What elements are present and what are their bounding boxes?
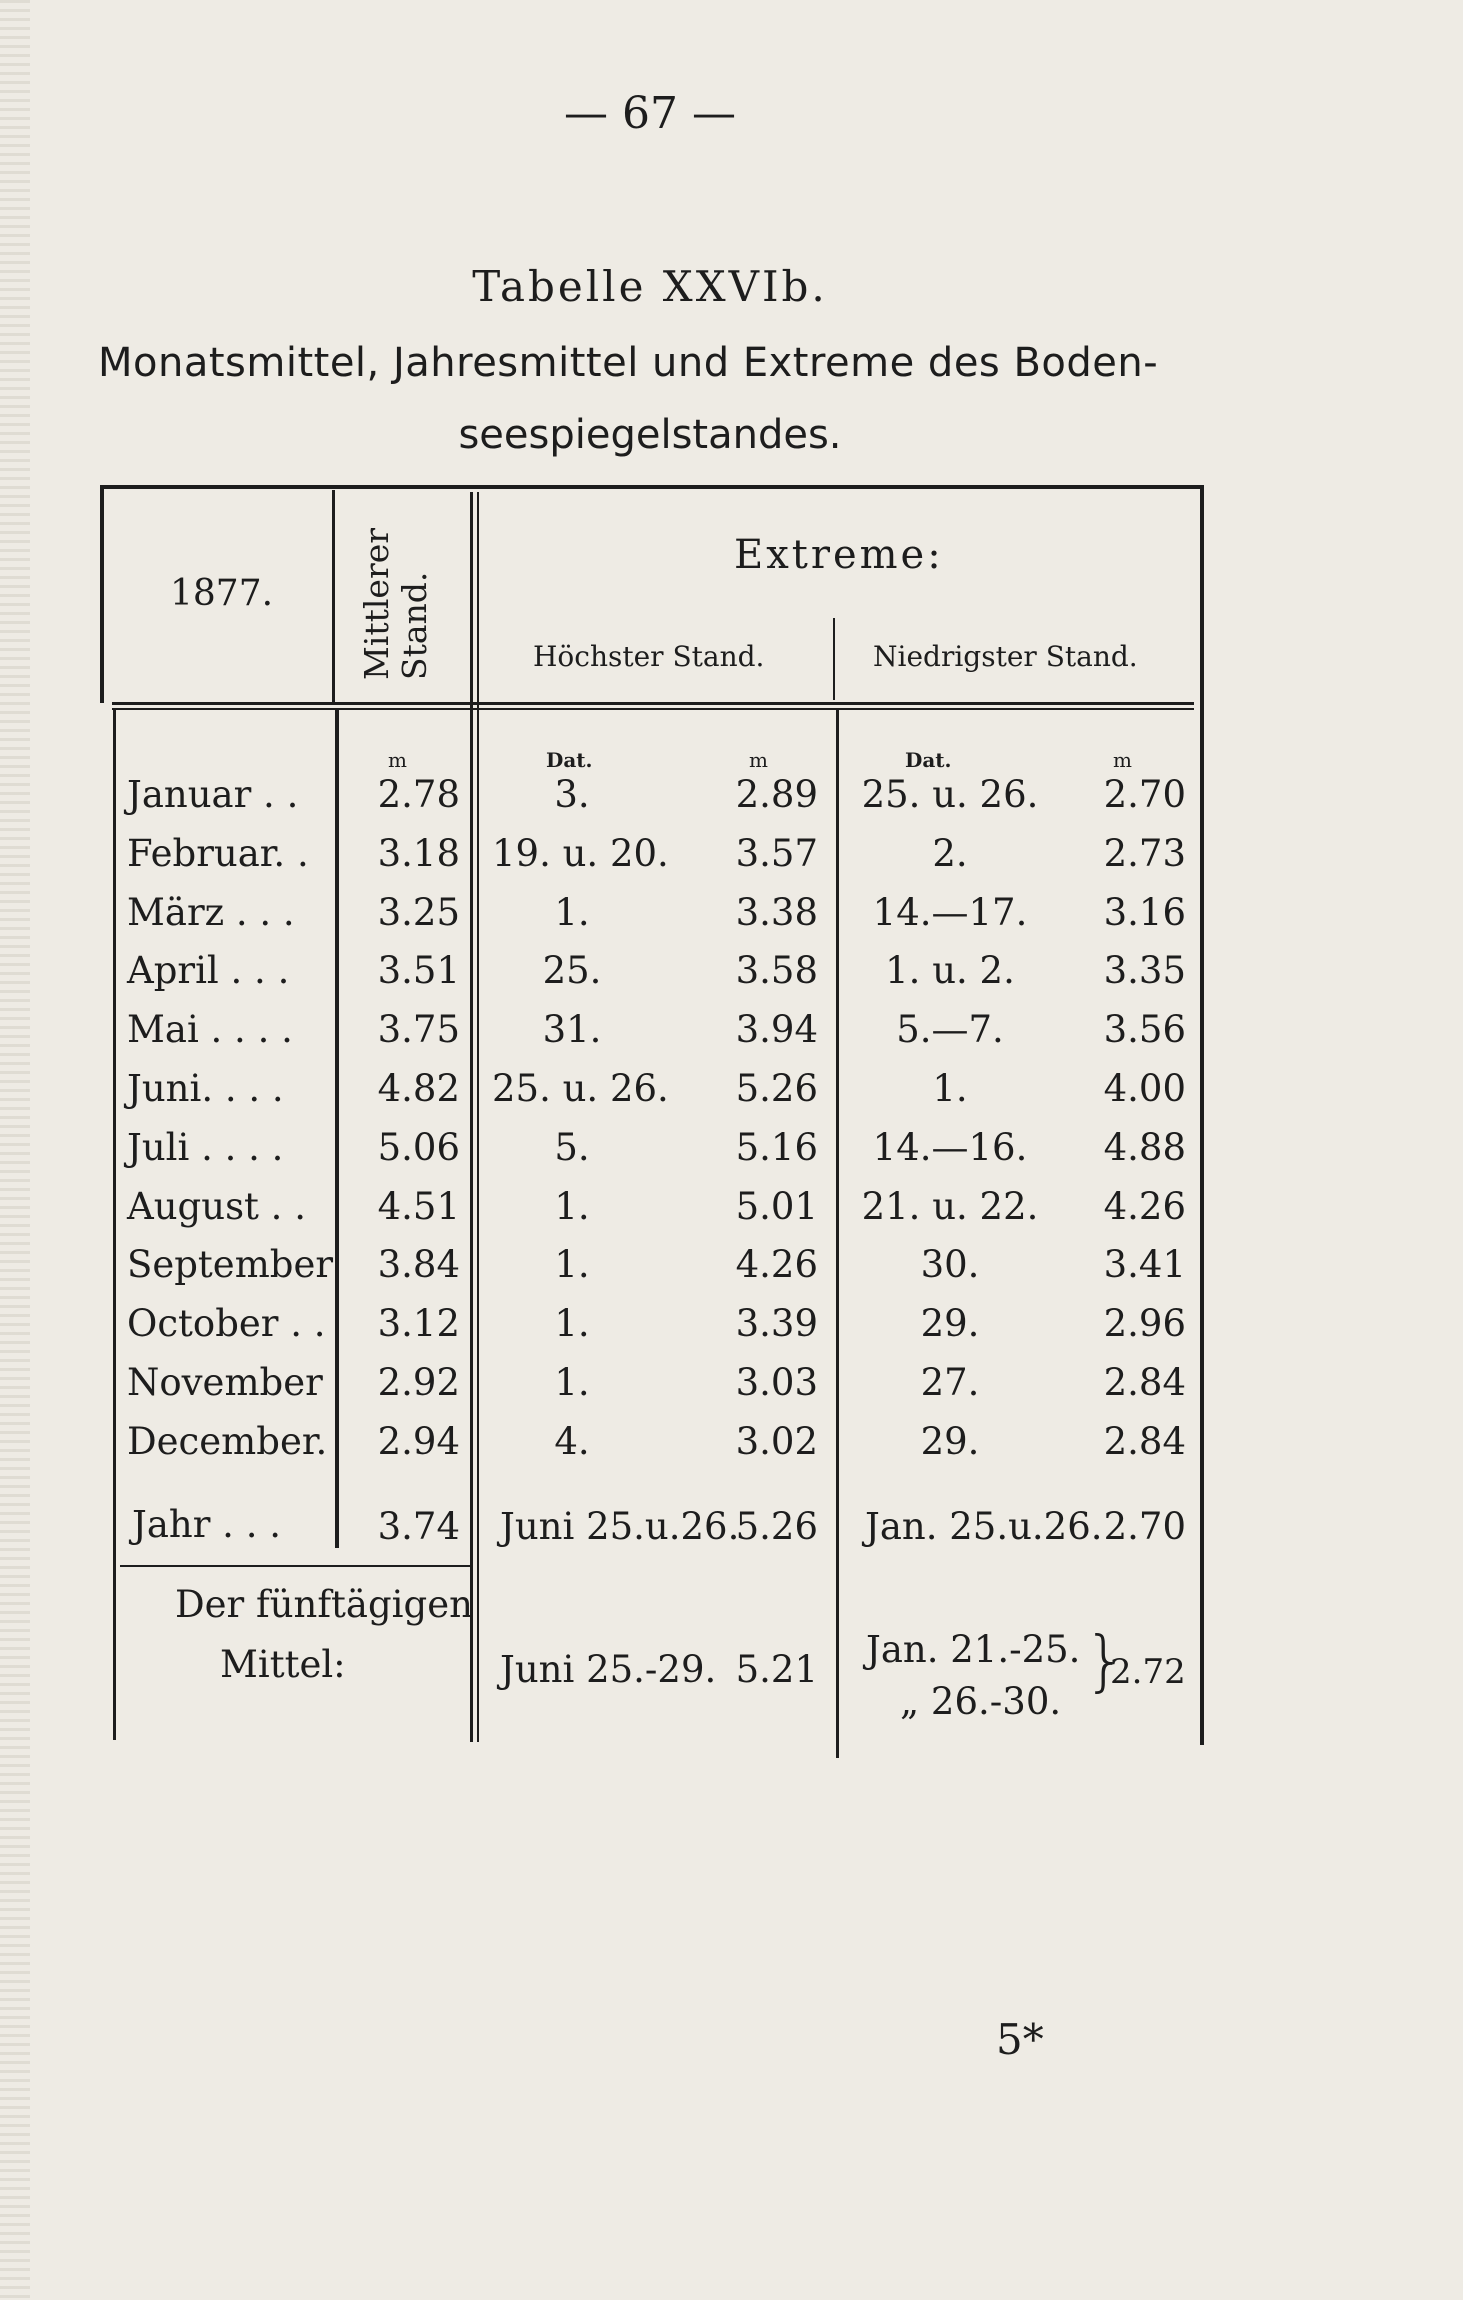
cell-lo-val: 3.35 (1103, 949, 1186, 993)
cell-month: October . . (127, 1302, 326, 1346)
cell-month: Juli . . . . (127, 1125, 284, 1169)
cell-mean: 5.06 (377, 1125, 460, 1169)
cell-mean: 3.51 (377, 949, 460, 993)
cell-lo-val: 4.88 (1103, 1125, 1186, 1169)
cell-hi-date: 25. (542, 949, 602, 993)
cell-mean: 3.75 (377, 1008, 460, 1052)
cell-lo-date: 1. (932, 1067, 968, 1110)
cell-hi-date: 5. (554, 1125, 590, 1169)
cell-mean: 2.94 (377, 1419, 460, 1463)
cell-lo-val: 4.00 (1103, 1067, 1186, 1110)
year-row-mean: 3.74 (377, 1505, 460, 1548)
cell-hi-date: 1. (554, 1302, 590, 1346)
unit-hi-dat: Dat. (546, 748, 593, 772)
cell-mean: 2.78 (377, 773, 460, 816)
cell-mean: 3.12 (377, 1302, 460, 1346)
cell-lo-date: 27. (920, 1361, 980, 1404)
cell-lo-val: 3.41 (1103, 1243, 1186, 1287)
five-day-lo-val: 2.72 (1110, 1652, 1186, 1692)
cell-month: April . . . (127, 949, 290, 993)
header-extreme: Extreme: (734, 532, 944, 578)
cell-lo-date: 1. u. 2. (885, 949, 1015, 993)
cell-lo-date: 29. (920, 1302, 980, 1346)
cell-hi-val: 2.89 (735, 773, 818, 816)
cell-hi-date: 1. (554, 890, 590, 934)
table-title: Tabelle XXVIb. (472, 262, 828, 311)
cell-hi-val: 3.39 (735, 1302, 818, 1346)
cell-hi-date: 31. (542, 1008, 602, 1052)
cell-hi-date: 1. (554, 1243, 590, 1287)
cell-lo-date: 14.—17. (872, 890, 1028, 934)
cell-lo-val: 3.56 (1103, 1008, 1186, 1052)
cell-hi-val: 3.58 (735, 949, 818, 993)
page-number: — 67 — (564, 88, 736, 139)
five-day-brace: } (1084, 1622, 1126, 1699)
unit-lo-m: m (1113, 748, 1132, 772)
header-hoechster-stand: Höchster Stand. (533, 640, 765, 673)
cell-lo-val: 4.26 (1103, 1184, 1186, 1228)
cell-month: Juni. . . . (127, 1067, 284, 1110)
cell-lo-date: 25. u. 26. (861, 773, 1039, 816)
cell-hi-val: 3.57 (735, 831, 818, 875)
cell-month: Mai . . . . (127, 1008, 293, 1052)
cell-hi-date: 19. u. 20. (492, 831, 669, 875)
cell-month: Februar. . (127, 831, 309, 875)
cell-mean: 3.18 (377, 831, 460, 875)
cell-lo-val: 2.70 (1103, 773, 1186, 816)
cell-lo-val: 2.84 (1103, 1419, 1186, 1463)
year-row-label: Jahr . . . (132, 1503, 281, 1546)
header-niedrigster-stand: Niedrigster Stand. (873, 640, 1138, 673)
header-year: 1877. (170, 573, 274, 614)
cell-lo-val: 2.73 (1103, 831, 1186, 875)
cell-hi-val: 3.38 (735, 890, 818, 934)
five-day-lo-date-1: Jan. 21.-25. (866, 1628, 1081, 1671)
cell-lo-date: 14.—16. (872, 1125, 1028, 1169)
cell-mean: 4.82 (377, 1067, 460, 1110)
cell-month: August . . (127, 1184, 306, 1228)
cell-lo-val: 2.96 (1103, 1302, 1186, 1346)
cell-lo-date: 29. (920, 1419, 980, 1463)
cell-hi-date: 4. (554, 1419, 590, 1463)
cell-hi-val: 3.02 (735, 1419, 818, 1463)
cell-month: December. (127, 1419, 328, 1463)
cell-hi-val: 3.94 (735, 1008, 818, 1052)
footer-signature-mark: 5* (996, 2015, 1044, 2064)
cell-hi-val: 5.01 (735, 1184, 818, 1228)
unit-mean-m: m (388, 748, 407, 772)
cell-mean: 4.51 (377, 1184, 460, 1228)
five-day-lo-date-2: „ 26.-30. (900, 1680, 1062, 1723)
cell-hi-val: 4.26 (735, 1243, 818, 1287)
five-day-hi-date: Juni 25.-29. (500, 1648, 717, 1691)
cell-mean: 2.92 (377, 1361, 460, 1404)
five-day-label-1: Der fünftägigen (175, 1583, 473, 1626)
cell-hi-date: 25. u. 26. (492, 1067, 669, 1110)
cell-month: März . . . (127, 890, 295, 934)
cell-lo-date: 30. (920, 1243, 980, 1287)
year-row-hi-val: 5.26 (735, 1505, 818, 1548)
year-row-hi-date: Juni 25.u.26. (500, 1505, 740, 1548)
cell-hi-date: 3. (554, 773, 590, 816)
scan-edge-noise (0, 0, 30, 2300)
unit-lo-dat: Dat. (905, 748, 952, 772)
cell-lo-date: 5.—7. (896, 1008, 1004, 1052)
cell-hi-val: 3.03 (735, 1361, 818, 1404)
cell-hi-val: 5.16 (735, 1125, 818, 1169)
cell-month: November (127, 1361, 323, 1404)
subtitle-line-2: seespiegelstandes. (458, 412, 842, 458)
year-row-lo-date: Jan. 25.u.26. (865, 1505, 1103, 1548)
year-row-lo-val: 2.70 (1103, 1505, 1186, 1548)
cell-lo-val: 2.84 (1103, 1361, 1186, 1404)
header-mittlerer-stand: Mittlerer Stand. (357, 527, 434, 680)
cell-hi-val: 5.26 (735, 1067, 818, 1110)
subtitle-line-1: Monatsmittel, Jahresmittel und Extreme des Boden- (98, 340, 1159, 386)
cell-mean: 3.84 (377, 1243, 460, 1287)
cell-lo-date: 21. u. 22. (861, 1184, 1039, 1228)
five-day-label-2: Mittel: (220, 1643, 346, 1686)
cell-hi-date: 1. (554, 1184, 590, 1228)
five-day-hi-val: 5.21 (735, 1648, 818, 1691)
cell-mean: 3.25 (377, 890, 460, 934)
cell-lo-val: 3.16 (1103, 890, 1186, 934)
cell-hi-date: 1. (554, 1361, 590, 1404)
unit-hi-m: m (749, 748, 768, 772)
cell-month: September (127, 1243, 334, 1287)
cell-month: Januar . . (127, 773, 299, 816)
cell-lo-date: 2. (932, 831, 968, 875)
